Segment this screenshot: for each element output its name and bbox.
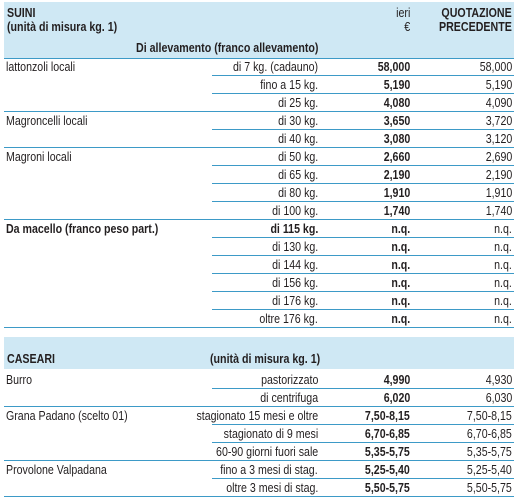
row-description: di 156 kg. xyxy=(271,276,318,290)
table-row xyxy=(4,274,514,292)
table-row xyxy=(4,256,514,274)
row-price-ieri: 1,910 xyxy=(383,186,410,200)
row-description: oltre 3 mesi di stag. xyxy=(225,481,318,495)
col-ieri-currency: € xyxy=(404,19,410,34)
table-row xyxy=(4,94,514,112)
row-price-ieri: 7,50-8,15 xyxy=(365,409,410,423)
row-description: di 30 kg. xyxy=(277,114,318,128)
row-price-ieri: n.q. xyxy=(391,276,410,290)
row-description: fino a 3 mesi di stag. xyxy=(220,463,318,477)
table-row xyxy=(4,76,514,94)
table-row xyxy=(4,389,514,407)
row-price-precedente: 5,25-5,40 xyxy=(467,463,512,477)
row-divider xyxy=(4,327,514,328)
row-price-precedente: 3,120 xyxy=(485,132,512,146)
row-price-ieri: 2,660 xyxy=(383,150,410,164)
row-price-precedente: 7,50-8,15 xyxy=(467,409,512,423)
row-price-precedente: 3,720 xyxy=(485,114,512,128)
row-description: fino a 15 kg. xyxy=(260,78,318,92)
row-description: 60-90 giorni fuori sale xyxy=(215,445,318,459)
row-price-precedente: n.q. xyxy=(494,240,512,254)
row-price-precedente: 1,910 xyxy=(485,186,512,200)
row-price-precedente: 6,70-6,85 xyxy=(467,427,512,441)
table-row xyxy=(4,479,514,497)
row-price-ieri: 4,080 xyxy=(383,96,410,110)
table-row xyxy=(4,407,514,425)
suini-title: SUINI xyxy=(7,5,36,20)
row-description: di 50 kg. xyxy=(277,150,318,164)
table-row xyxy=(4,166,514,184)
row-price-ieri: n.q. xyxy=(391,222,410,236)
row-name: lattonzoli locali xyxy=(6,60,76,74)
row-description: di 25 kg. xyxy=(277,96,318,110)
row-price-precedente: n.q. xyxy=(494,222,512,236)
row-price-precedente: 58,000 xyxy=(479,60,512,74)
row-description: di 80 kg. xyxy=(277,186,318,200)
table-row xyxy=(4,202,514,220)
section-allevamento: Di allevamento (franco allevamento) xyxy=(136,40,319,55)
row-description: di 65 kg. xyxy=(277,168,318,182)
caseari-title: CASEARI xyxy=(7,351,55,366)
table-row xyxy=(4,238,514,256)
row-description: di centrifuga xyxy=(260,391,318,405)
row-price-ieri: 3,080 xyxy=(383,132,410,146)
row-description: stagionato di 9 mesi xyxy=(223,427,318,441)
row-price-ieri: n.q. xyxy=(391,312,410,326)
col-prec-header-1: QUOTAZIONE xyxy=(441,5,512,20)
row-price-precedente: 6,030 xyxy=(485,391,512,405)
row-price-ieri: 5,190 xyxy=(383,78,410,92)
row-name: Grana Padano (scelto 01) xyxy=(6,409,128,423)
header-divider xyxy=(4,58,514,59)
row-price-ieri: n.q. xyxy=(391,258,410,272)
table-row xyxy=(4,371,514,389)
suini-unit-subtitle: (unità di misura kg. 1) xyxy=(7,19,118,34)
row-price-precedente: n.q. xyxy=(494,276,512,290)
row-price-ieri: 4,990 xyxy=(383,373,410,387)
table-row xyxy=(4,58,514,76)
row-divider xyxy=(4,496,514,497)
table-row xyxy=(4,443,514,461)
row-description: oltre 176 kg. xyxy=(259,312,318,326)
row-price-precedente: 5,190 xyxy=(485,78,512,92)
row-name: Magroni locali xyxy=(6,150,72,164)
table-row xyxy=(4,425,514,443)
col-prec-header-2: PRECEDENTE xyxy=(439,19,512,34)
row-price-precedente: n.q. xyxy=(494,294,512,308)
row-price-ieri: 6,020 xyxy=(383,391,410,405)
row-name: Provolone Valpadana xyxy=(6,463,107,477)
row-name: Burro xyxy=(6,373,32,387)
col-ieri-header: ieri xyxy=(395,5,410,20)
row-description: stagionato 15 mesi e oltre xyxy=(196,409,318,423)
row-description: di 144 kg. xyxy=(271,258,318,272)
row-price-precedente: 5,35-5,75 xyxy=(467,445,512,459)
row-price-ieri: 3,650 xyxy=(383,114,410,128)
row-price-precedente: 4,930 xyxy=(485,373,512,387)
row-price-precedente: 5,50-5,75 xyxy=(467,481,512,495)
row-price-ieri: 5,50-5,75 xyxy=(365,481,410,495)
caseari-unit-subtitle: (unità di misura kg. 1) xyxy=(210,351,321,366)
row-price-ieri: 1,740 xyxy=(383,204,410,218)
row-price-ieri: 5,35-5,75 xyxy=(365,445,410,459)
row-price-precedente: 2,690 xyxy=(485,150,512,164)
row-description: di 7 kg. (cadauno) xyxy=(232,60,318,74)
table-row xyxy=(4,130,514,148)
row-description: di 130 kg. xyxy=(271,240,318,254)
row-description: di 115 kg. xyxy=(270,222,318,236)
row-name: Magroncelli locali xyxy=(6,114,88,128)
row-price-precedente: 1,740 xyxy=(485,204,512,218)
table-row xyxy=(4,461,514,479)
row-price-ieri: 6,70-6,85 xyxy=(365,427,410,441)
row-price-precedente: n.q. xyxy=(494,258,512,272)
row-price-ieri: n.q. xyxy=(391,294,410,308)
row-description: pastorizzato xyxy=(260,373,318,387)
table-row xyxy=(4,184,514,202)
table-row xyxy=(4,292,514,310)
row-price-ieri: 58,000 xyxy=(377,60,410,74)
row-price-precedente: n.q. xyxy=(494,312,512,326)
row-description: di 100 kg. xyxy=(271,204,318,218)
table-row xyxy=(4,148,514,166)
row-price-precedente: 2,190 xyxy=(485,168,512,182)
row-price-precedente: 4,090 xyxy=(485,96,512,110)
row-price-ieri: n.q. xyxy=(391,240,410,254)
table-row xyxy=(4,112,514,130)
row-name: Da macello (franco peso part.) xyxy=(6,222,159,236)
row-price-ieri: 2,190 xyxy=(383,168,410,182)
row-price-ieri: 5,25-5,40 xyxy=(365,463,410,477)
row-description: di 176 kg. xyxy=(271,294,318,308)
table-row xyxy=(4,310,514,328)
row-description: di 40 kg. xyxy=(277,132,318,146)
table-row xyxy=(4,220,514,238)
